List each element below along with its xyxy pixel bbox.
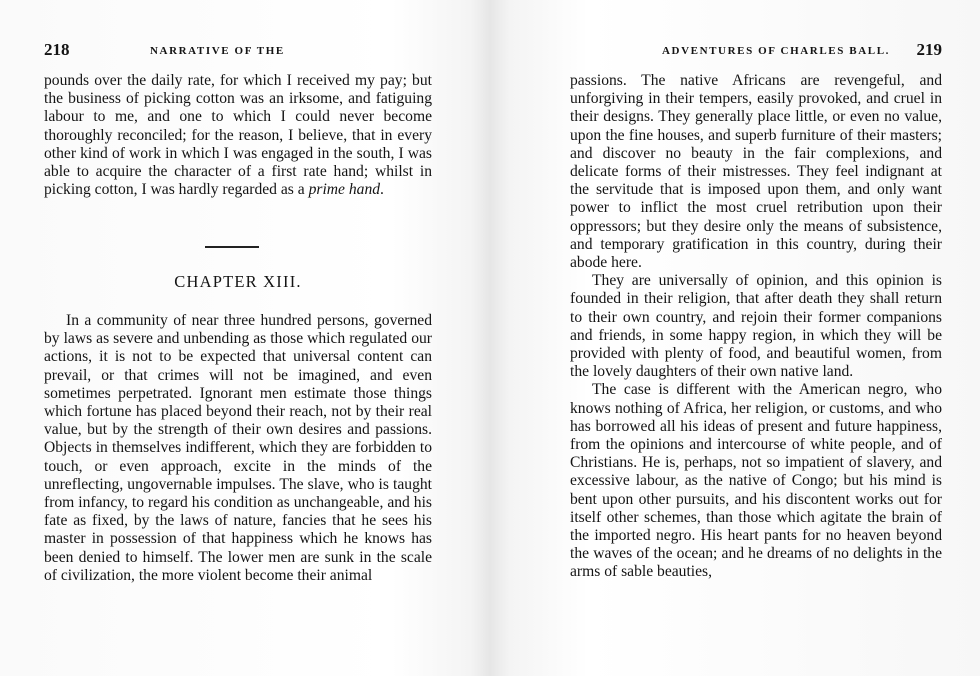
chapter-body	[44, 312, 432, 585]
sentence-end: .	[380, 181, 384, 199]
running-head: ADVENTURES OF CHARLES BALL.	[662, 45, 890, 57]
paragraph: They are universally of opinion, and this opinion is founded in their religion, that after death they shall return to their own country, and rejoin their former companions and friends, in some happy region, in which they will be provided with plenty of food, and beautiful women, from the lovely daughters of their own native land.	[570, 272, 942, 381]
chapter-title: CHAPTER XIII.	[174, 272, 302, 291]
running-head: NARRATIVE OF THE	[150, 45, 285, 57]
right-page-body	[570, 72, 942, 582]
paragraph: passions. The native Africans are revengeful, and unforgiving in their tempers, easily provoked, and cruel in their designs. They generally place little, or even no value, upon the fine houses, and superb furniture of their masters; and discover no beauty in the fair complexions, and delicate forms of their mistresses. They feel indignant at the servitude that is imposed upon them, and only want power to inflict the most cruel retribution upon their oppressors; but they desire only the means of subsistence, and temporary gratification in this country, during their abode here.	[570, 72, 942, 272]
emphasis-text: prime hand	[308, 181, 381, 199]
continuation-paragraph	[44, 72, 432, 199]
continuation-text: pounds over the daily rate, for which I received my pay; but the business of picking cotton was an irksome, and fatiguing labour to me, and one to which I could never become thoroughly reconciled; for the reason, I believe, that in every other kind of work in which I was engaged in the south, I was able to acquire the character of a first rate hand; whilst in picking cotton, I was hardly regarded as a	[44, 72, 432, 199]
right-page	[490, 0, 980, 676]
page-number: 219	[916, 40, 942, 59]
paragraph: The case is different with the American negro, who knows nothing of Africa, her religion, or customs, and who has borrowed all his ideas of present and future happiness, from the opinions and intercourse of white people, and of Christians. He is, perhaps, not so impatient of slavery, and excessive labour, as the native of Congo; but his mind is bent upon other pursuits, and his discontent works out for itself other schemes, than those which agitate the brain of the imported negro. His heart pants for no heaven beyond the waves of the ocean; and he dreams of no delights in the arms of sable beauties,	[570, 381, 942, 581]
page-number: 218	[44, 40, 70, 59]
paragraph: In a community of near three hundred persons, governed by laws as severe and unbending as those which regulated our actions, it is not to be expected that universal content can prevail, or that crimes will not be imagined, and even sometimes perpetrated. Ignorant men estimate those things which fortune has placed beyond their reach, not by their real value, but by the strength of their own desires and passions. Objects in themselves indifferent, which they are forbidden to touch, or even approach, excite in the minds of the unreflecting, ungovernable impulses. The slave, who is taught from infancy, to regard his condition as unchangeable, and his fate as fixed, by the laws of nature, fancies that he sees his master in possession of that happiness which he knows has been denied to himself. The lower men are sunk in the scale of civilization, the more violent become their animal	[44, 312, 432, 584]
section-divider	[205, 246, 259, 248]
